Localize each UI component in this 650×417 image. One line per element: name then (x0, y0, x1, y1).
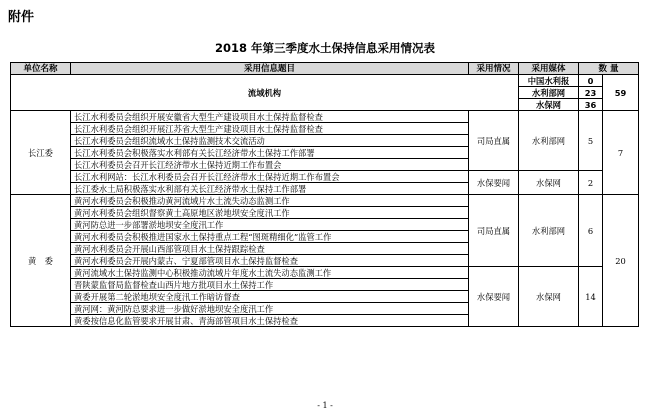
status-cell: 司局直属 (469, 195, 519, 267)
table-row (11, 195, 639, 207)
header-media: 采用媒体 (519, 63, 579, 75)
status-cell: 水保要闻 (469, 267, 519, 327)
total-huangwei: 20 (603, 195, 639, 327)
basin-media-name: 中国水利报 (519, 75, 579, 87)
status-cell: 司局直属 (469, 111, 519, 171)
basin-media-count: 23 (579, 87, 603, 99)
topic-cell: 长江水利委员会组织开展安徽省大型生产建设项目水土保持监督检查 (71, 111, 469, 123)
topic-cell: 黄委开展第二轮淤地坝安全度汛工作暗访督查 (71, 291, 469, 303)
total-changjiang: 7 (603, 111, 639, 195)
media-cell: 水利部网 (519, 195, 579, 267)
header-count: 数 量 (579, 63, 639, 75)
basin-media-count: 0 (579, 75, 603, 87)
count-cell: 2 (579, 171, 603, 195)
basin-media-count: 36 (579, 99, 603, 111)
topic-cell: 黄河流域水土保持监测中心积极推动流域片年度水土流失动态监测工作 (71, 267, 469, 279)
unit-huangwei: 黄 委 (11, 195, 71, 327)
topic-cell: 黄河水利委员会组织督察黄土高原地区淤地坝安全度汛工作 (71, 207, 469, 219)
basin-media-name: 水利部网 (519, 87, 579, 99)
topic-cell: 长江水利网站：长江水利委员会召开长江经济带水土保持近期工作布置会 (71, 171, 469, 183)
annex-label: 附件 (8, 10, 35, 25)
count-cell: 6 (579, 195, 603, 267)
media-cell: 水保网 (519, 267, 579, 327)
info-adoption-table (10, 62, 639, 327)
header-status: 采用情况 (469, 63, 519, 75)
topic-cell: 黄河水利委员会开展内蒙古、宁夏部管项目水土保持监督检查 (71, 255, 469, 267)
table-row (11, 171, 639, 183)
topic-cell: 黄河水利委员会积极推进国家水土保持重点工程“图斑精细化”监管工作 (71, 231, 469, 243)
topic-cell: 长江水利委员会积极落实水利部有关长江经济带水土保持工作部署 (71, 147, 469, 159)
count-cell: 5 (579, 111, 603, 171)
topic-cell: 黄河防总进一步部署淤地坝安全度汛工作 (71, 219, 469, 231)
page-title: 2018 年第三季度水土保持信息采用情况表 (214, 41, 435, 55)
basin-label: 流域机构 (11, 75, 519, 111)
status-cell: 水保要闻 (469, 171, 519, 195)
topic-cell: 黄河水利委员会开展山西部管项目水土保持跟踪检查 (71, 243, 469, 255)
basin-total: 59 (603, 75, 639, 111)
topic-cell: 晋陕蒙监督局监督检查山西片地方批项目水土保持工作 (71, 279, 469, 291)
media-cell: 水保网 (519, 171, 579, 195)
table-header-row (11, 63, 639, 75)
media-cell: 水利部网 (519, 111, 579, 171)
table-row (11, 111, 639, 123)
topic-cell: 黄河水利委员会积极推动黄河流域片水土流失动态监测工作 (71, 195, 469, 207)
topic-cell: 黄河网：黄河防总要求进一步做好淤地坝安全度汛工作 (71, 303, 469, 315)
topic-cell: 长江水利委员会组织流域水土保持监测技术交流活动 (71, 135, 469, 147)
header-topic: 采用信息题目 (71, 63, 469, 75)
topic-cell: 长江水利委员会组织开展江苏省大型生产建设项目水土保持监督检查 (71, 123, 469, 135)
unit-changjiang: 长江委 (11, 111, 71, 195)
topic-cell: 黄委按信息化监管要求开展甘肃、青海部管项目水土保持检查 (71, 315, 469, 327)
table-row (11, 75, 639, 87)
topic-cell: 长江委水土局积极落实水利部有关长江经济带水土保持工作部署 (71, 183, 469, 195)
table-row (11, 267, 639, 279)
count-cell: 14 (579, 267, 603, 327)
basin-media-name: 水保网 (519, 99, 579, 111)
header-unit: 单位名称 (11, 63, 71, 75)
topic-cell: 长江水利委员会召开长江经济带水土保持近期工作布置会 (71, 159, 469, 171)
page-number: - 1 - (317, 401, 333, 410)
